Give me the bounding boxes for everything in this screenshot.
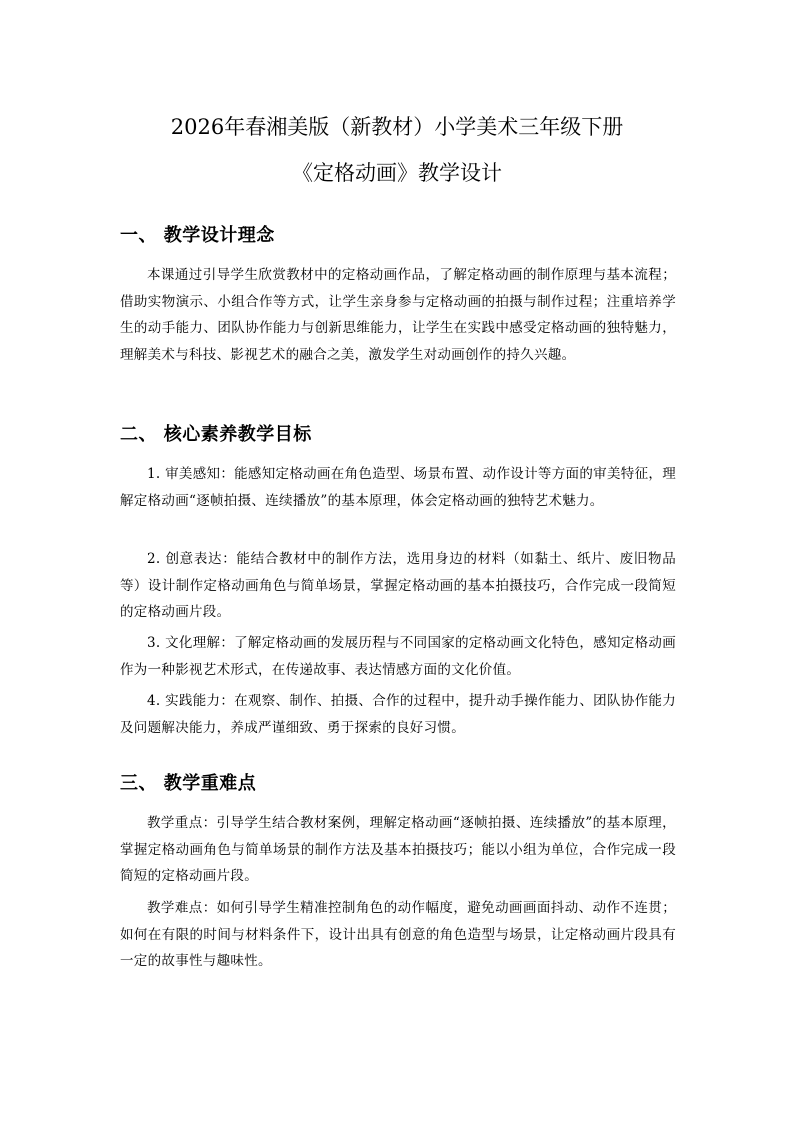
section-heading-key-points: 三、 教学重难点: [120, 773, 257, 794]
teaching-key-point-paragraph: 教学重点：引导学生结合教材案例，理解定格动画“逐帧拍摄、连续播放”的基本原理，掌握定格动画角色与简单场景的制作方法及基本拍摄技巧；能以小组为单位，合作完成一段简短的定格动画片段。: [120, 815, 676, 884]
goal-creative-expression: 2. 创意表达：能结合教材中的制作方法，选用身边的材料（如黏土、纸片、废旧物品等）设计制作定格动画角色与简单场景，掌握定格动画的基本拍摄技巧，合作完成一段简短的定格动画片段。: [120, 551, 676, 620]
document-title: 2026年春湘美版（新教材）小学美术三年级下册: [170, 115, 624, 139]
goal-cultural-understanding: 3. 文化理解：了解定格动画的发展历程与不同国家的定格动画文化特色，感知定格动画作为一种影视艺术形式，在传递故事、表达情感方面的文化价值。: [120, 635, 676, 678]
section-heading-design-concept: 一、 教学设计理念: [120, 225, 275, 246]
document-subtitle: 《定格动画》教学设计: [292, 161, 502, 185]
design-concept-paragraph: 本课通过引导学生欣赏教材中的定格动画作品，了解定格动画的制作原理与基本流程；借助实物演示、小组合作等方式，让学生亲身参与定格动画的拍摄与制作过程；注重培养学生的动手能力、团队协作能力与创新思维能力，让学生在实践中感受定格动画的独特魅力，理解美术与科技、影视艺术的融合之美，激发学生对动画创作的持久兴趣。: [120, 267, 676, 363]
goal-aesthetic-perception: 1. 审美感知：能感知定格动画在角色造型、场景布置、动作设计等方面的审美特征，理解定格动画“逐帧拍摄、连续播放”的基本原理，体会定格动画的独特艺术魅力。: [120, 466, 676, 509]
teaching-difficulty-paragraph: 教学难点：如何引导学生精准控制角色的动作幅度，避免动画画面抖动、动作不连贯；如何在有限的时间与材料条件下，设计出具有创意的角色造型与场景，让定格动画片段具有一定的故事性与趣味性。: [120, 900, 676, 969]
goal-practical-ability: 4. 实践能力：在观察、制作、拍摄、合作的过程中，提升动手操作能力、团队协作能力及问题解决能力，养成严谨细致、勇于探索的良好习惯。: [120, 693, 676, 736]
section-heading-core-goals: 二、 核心素养教学目标: [120, 424, 312, 445]
